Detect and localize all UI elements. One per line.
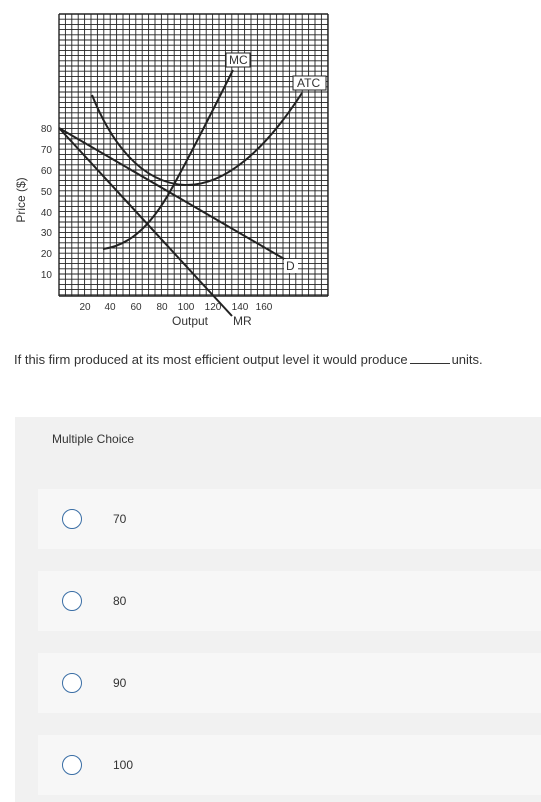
y-tick-80: 80 — [40, 124, 52, 135]
y-tick-30: 30 — [40, 228, 52, 239]
radio-button[interactable] — [62, 755, 82, 775]
y-tick-10: 10 — [40, 270, 52, 281]
option-label: 80 — [113, 594, 127, 608]
y-tick-50: 50 — [40, 187, 52, 198]
radio-button[interactable] — [62, 673, 82, 693]
question-text — [14, 352, 539, 367]
answer-blank — [410, 353, 450, 364]
x-tick-60: 60 — [130, 302, 142, 313]
x-tick-20: 20 — [79, 302, 91, 313]
option-80[interactable] — [38, 571, 541, 631]
x-tick-80: 80 — [156, 302, 168, 313]
option-90[interactable] — [38, 653, 541, 713]
demand-curve — [59, 128, 286, 260]
option-100[interactable] — [38, 735, 541, 795]
y-axis-label: Price ($) — [14, 177, 28, 223]
mc-label: MC — [229, 53, 248, 67]
y-tick-40: 40 — [40, 208, 52, 219]
question-text-before: If this firm produced at its most efficient output level it would produce — [14, 352, 408, 367]
question-text-after: units. — [451, 352, 483, 367]
multiple-choice-header — [15, 417, 541, 462]
x-tick-140: 140 — [231, 302, 249, 313]
economics-graph — [0, 0, 541, 340]
x-tick-40: 40 — [104, 302, 116, 313]
radio-button[interactable] — [62, 591, 82, 611]
graph-grid — [59, 14, 328, 296]
d-label: D — [286, 259, 295, 273]
x-tick-120: 120 — [204, 302, 222, 313]
y-tick-70: 70 — [40, 145, 52, 156]
mr-label: MR — [233, 314, 252, 328]
radio-button[interactable] — [62, 509, 82, 529]
multiple-choice-title: Multiple Choice — [52, 432, 135, 446]
option-label: 70 — [113, 512, 127, 526]
x-tick-160: 160 — [255, 302, 273, 313]
y-tick-60: 60 — [40, 166, 52, 177]
option-70[interactable] — [38, 489, 541, 549]
atc-label: ATC — [297, 76, 321, 90]
option-label: 90 — [113, 676, 127, 690]
option-label: 100 — [113, 758, 134, 772]
x-tick-100: 100 — [177, 302, 195, 313]
y-tick-20: 20 — [40, 249, 52, 260]
x-axis-label: Output — [171, 314, 209, 328]
